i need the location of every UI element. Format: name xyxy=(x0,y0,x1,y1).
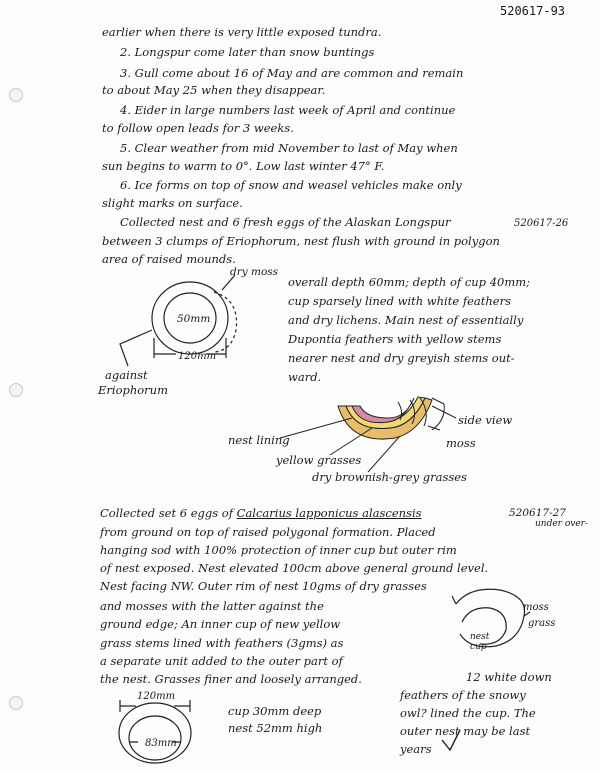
catalog-number: 520617-27 xyxy=(509,507,566,519)
figure-label: 120mm xyxy=(178,351,217,362)
figure-label: nest lining xyxy=(228,433,290,447)
note-line: slight marks on surface. xyxy=(102,196,243,210)
description-line: Dupontia feathers with yellow stems xyxy=(288,332,502,346)
entry-line: of nest exposed. Nest elevated 100cm above general ground level. xyxy=(100,561,489,575)
nest-top-view-sketch xyxy=(120,275,237,366)
note-line: 3. Gull come about 16 of May and are common and remain xyxy=(120,66,464,80)
nest-in-sod-sketch xyxy=(452,589,530,647)
cup-note: nest 52mm high xyxy=(228,721,323,735)
figure-label: moss xyxy=(446,436,476,450)
entry-line: and mosses with the latter against the xyxy=(100,599,324,613)
description-line: ward. xyxy=(288,370,322,384)
entry-line: grass stems lined with feathers (3gms) as xyxy=(100,636,344,650)
cup-note: cup 30mm deep xyxy=(228,704,322,718)
figure-label: dry moss xyxy=(230,266,279,278)
entry-line: area of raised mounds. xyxy=(102,252,236,266)
figure-label: against xyxy=(105,368,148,382)
figure-label: nest cup xyxy=(470,632,490,652)
description-line: nearer nest and dry greyish stems out- xyxy=(288,351,515,365)
note-line: to follow open leads for 3 weeks. xyxy=(102,121,294,135)
entry-line: Nest facing NW. Outer rim of nest 10gms of dry grasses xyxy=(100,579,427,593)
note-line: 6. Ice forms on top of snow and weasel vehicles make only xyxy=(120,178,462,192)
species-name: Calcarius lapponicus alascensis xyxy=(236,506,422,520)
check-mark-icon xyxy=(442,730,460,750)
figure-label: dry brownish-grey grasses xyxy=(312,470,467,484)
insertion-note: under over- xyxy=(535,519,589,529)
entry-line: between 3 clumps of Eriophorum, nest flush with ground in polygon xyxy=(102,234,500,248)
description-line: and dry lichens. Main nest of essentially xyxy=(288,313,524,327)
side-note: years xyxy=(400,742,432,756)
side-note: owl? lined the cup. The xyxy=(400,706,536,720)
figure-label: 50mm xyxy=(177,313,211,325)
entry-line: Collected nest and 6 fresh eggs of the Alaskan Longspur xyxy=(120,215,451,229)
note-line: to about May 25 when they disappear. xyxy=(102,83,326,97)
nest-side-view-sketch xyxy=(280,397,456,472)
catalog-number: 520617-26 xyxy=(514,218,569,229)
entry-line: a separate unit added to the outer part of xyxy=(100,654,343,668)
description-line: cup sparsely lined with white feathers xyxy=(288,294,511,308)
side-note: feathers of the snowy xyxy=(400,688,526,702)
figure-label: 83mm xyxy=(145,738,177,749)
entry-text: Collected set 6 eggs of xyxy=(100,506,233,520)
figure-label: side view xyxy=(458,413,513,427)
entry-line: ground edge; An inner cup of new yellow xyxy=(100,617,341,631)
side-note: outer nest may be last xyxy=(400,724,531,738)
figure-label: yellow grasses xyxy=(276,453,362,467)
note-line: sun begins to warm to 0°. Low last winter 47° F. xyxy=(102,159,385,173)
note-line: 5. Clear weather from mid November to last of May when xyxy=(120,141,458,155)
figure-label: grass xyxy=(528,618,556,629)
cup-top-view-sketch xyxy=(119,700,191,763)
note-line: 4. Eider in large numbers last week of April and continue xyxy=(120,103,456,117)
figure-label: moss xyxy=(523,602,549,613)
entry-line: hanging sod with 100% protection of inner cup but outer rim xyxy=(100,543,457,557)
note-line: 2. Longspur come later than snow buntings xyxy=(120,45,375,59)
side-note: 12 white down xyxy=(466,670,552,684)
figure-label: 120mm xyxy=(137,691,176,702)
entry-line: from ground on top of raised polygonal formation. Placed xyxy=(100,525,436,539)
entry-line: the nest. Grasses finer and loosely arranged. xyxy=(100,672,362,686)
page-id: 520617-93 xyxy=(500,4,566,18)
note-line: earlier when there is very little exposed tundra. xyxy=(102,25,382,39)
description-line: overall depth 60mm; depth of cup 40mm; xyxy=(288,275,531,289)
figure-label: Eriophorum xyxy=(98,383,168,397)
